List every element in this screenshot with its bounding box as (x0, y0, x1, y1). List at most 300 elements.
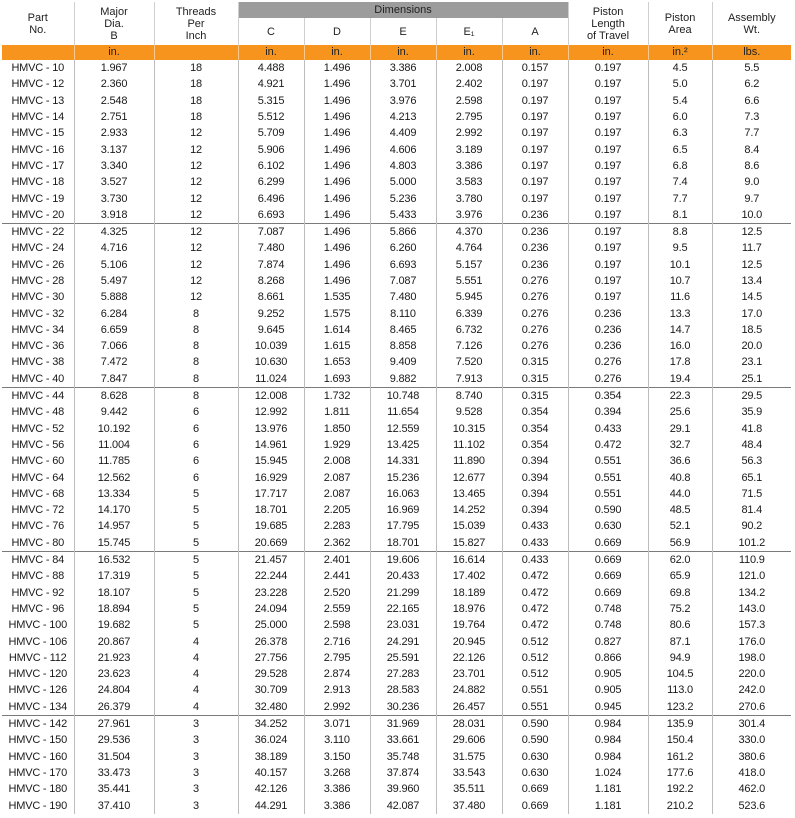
cell-dim-e1: 24.882 (436, 682, 502, 698)
table-row (2, 273, 791, 289)
cell-dim-e: 5.866 (370, 223, 436, 240)
cell-major-dia: 8.628 (74, 387, 154, 404)
cell-piston-travel: 0.197 (568, 109, 648, 125)
cell-dim-a: 0.276 (502, 289, 568, 305)
cell-dim-a: 0.276 (502, 338, 568, 354)
cell-major-dia: 18.894 (74, 601, 154, 617)
cell-threads: 12 (154, 289, 238, 305)
cell-part-no: HMVC - 52 (11, 422, 65, 435)
cell-dim-a: 0.197 (502, 93, 568, 109)
cell-piston-area: 6.3 (648, 125, 712, 141)
cell-dim-e: 6.693 (370, 257, 436, 273)
header-dim-a: A (502, 18, 568, 45)
cell-dim-c: 5.315 (238, 93, 304, 109)
cell-dim-c: 10.630 (238, 354, 304, 370)
cell-piston-travel: 0.748 (568, 601, 648, 617)
cell-major-dia: 4.716 (74, 240, 154, 256)
cell-piston-area: 75.2 (648, 601, 712, 617)
cell-piston-travel: 0.197 (568, 207, 648, 224)
cell-piston-travel: 1.181 (568, 781, 648, 797)
cell-threads: 12 (154, 273, 238, 289)
cell-dim-c: 16.929 (238, 469, 304, 485)
header-dimensions-label: Dimensions (374, 4, 432, 16)
cell-assembly-wt: 65.1 (712, 469, 791, 485)
cell-piston-travel: 0.984 (568, 732, 648, 748)
cell-dim-d: 1.496 (304, 257, 370, 273)
cell-dim-c: 4.488 (238, 60, 304, 76)
cell-dim-c: 5.906 (238, 141, 304, 157)
cell-dim-d: 1.693 (304, 371, 370, 388)
cell-piston-travel: 0.197 (568, 158, 648, 174)
cell-dim-e1: 3.976 (436, 207, 502, 224)
cell-dim-e1: 2.008 (436, 60, 502, 76)
cell-dim-d: 3.386 (304, 781, 370, 797)
cell-dim-d: 3.110 (304, 732, 370, 748)
cell-piston-area: 62.0 (648, 551, 712, 568)
cell-dim-e1: 10.315 (436, 421, 502, 437)
cell-dim-c: 12.992 (238, 404, 304, 420)
cell-piston-area: 36.6 (648, 453, 712, 469)
cell-piston-area: 16.0 (648, 338, 712, 354)
cell-major-dia: 19.682 (74, 617, 154, 633)
cell-major-dia: 6.284 (74, 305, 154, 321)
cell-dim-e1: 3.189 (436, 141, 502, 157)
cell-dim-e: 42.087 (370, 797, 436, 813)
cell-threads: 18 (154, 109, 238, 125)
cell-part-no: HMVC - 18 (11, 176, 65, 189)
cell-dim-e1: 5.157 (436, 257, 502, 273)
cell-dim-e1: 11.890 (436, 453, 502, 469)
cell-dim-d: 3.268 (304, 765, 370, 781)
cell-dim-e1: 19.764 (436, 617, 502, 633)
cell-dim-d: 2.362 (304, 535, 370, 552)
cell-dim-d: 1.496 (304, 207, 370, 224)
cell-piston-area: 40.8 (648, 469, 712, 485)
cell-assembly-wt: 8.6 (712, 158, 791, 174)
cell-piston-area: 32.7 (648, 437, 712, 453)
cell-threads: 12 (154, 190, 238, 206)
cell-major-dia: 1.967 (74, 60, 154, 76)
cell-piston-area: 123.2 (648, 699, 712, 716)
cell-piston-area: 94.9 (648, 650, 712, 666)
unit-cell: in. (436, 45, 502, 60)
cell-dim-a: 0.276 (502, 322, 568, 338)
cell-dim-c: 12.008 (238, 387, 304, 404)
cell-dim-d: 1.496 (304, 125, 370, 141)
cell-dim-e: 23.031 (370, 617, 436, 633)
table-row (2, 469, 791, 485)
cell-dim-a: 0.551 (502, 682, 568, 698)
cell-dim-d: 1.615 (304, 338, 370, 354)
table-row (2, 453, 791, 469)
cell-major-dia: 14.170 (74, 502, 154, 518)
cell-dim-a: 0.354 (502, 437, 568, 453)
cell-assembly-wt: 20.0 (712, 338, 791, 354)
cell-piston-area: 192.2 (648, 781, 712, 797)
cell-part-no: HMVC - 190 (8, 799, 68, 812)
cell-dim-a: 0.512 (502, 666, 568, 682)
cell-dim-e1: 16.614 (436, 551, 502, 568)
cell-part-no: HMVC - 26 (11, 258, 65, 271)
cell-dim-c: 5.709 (238, 125, 304, 141)
cell-dim-a: 0.197 (502, 76, 568, 92)
cell-major-dia: 26.379 (74, 699, 154, 716)
cell-dim-a: 0.197 (502, 158, 568, 174)
cell-piston-travel: 0.630 (568, 518, 648, 534)
cell-threads: 6 (154, 437, 238, 453)
cell-piston-area: 7.4 (648, 174, 712, 190)
cell-dim-c: 42.126 (238, 781, 304, 797)
cell-piston-area: 150.4 (648, 732, 712, 748)
cell-part-no: HMVC - 15 (11, 127, 65, 140)
cell-dim-e1: 9.528 (436, 404, 502, 420)
cell-major-dia: 7.847 (74, 371, 154, 388)
cell-assembly-wt: 242.0 (712, 682, 791, 698)
cell-part-no: HMVC - 134 (8, 700, 68, 713)
cell-part-no: HMVC - 34 (11, 323, 65, 336)
cell-major-dia: 12.562 (74, 469, 154, 485)
cell-dim-e1: 7.126 (436, 338, 502, 354)
cell-assembly-wt: 13.4 (712, 273, 791, 289)
cell-threads: 8 (154, 338, 238, 354)
cell-dim-e1: 2.795 (436, 109, 502, 125)
cell-dim-e: 21.299 (370, 585, 436, 601)
cell-dim-a: 0.197 (502, 190, 568, 206)
cell-piston-area: 56.9 (648, 535, 712, 552)
cell-dim-e: 15.236 (370, 469, 436, 485)
cell-piston-area: 135.9 (648, 715, 712, 732)
cell-dim-d: 1.850 (304, 421, 370, 437)
cell-part-no: HMVC - 13 (11, 94, 65, 107)
cell-dim-d: 3.071 (304, 715, 370, 732)
cell-dim-a: 0.197 (502, 125, 568, 141)
cell-piston-travel: 0.551 (568, 469, 648, 485)
cell-piston-travel: 0.197 (568, 223, 648, 240)
cell-dim-c: 9.252 (238, 305, 304, 321)
table-row (2, 404, 791, 420)
cell-dim-e: 5.236 (370, 190, 436, 206)
cell-major-dia: 3.730 (74, 190, 154, 206)
cell-dim-a: 0.669 (502, 797, 568, 813)
cell-major-dia: 10.192 (74, 421, 154, 437)
cell-dim-c: 14.961 (238, 437, 304, 453)
table-body (2, 60, 791, 814)
unit-cell: in. (74, 45, 154, 60)
cell-piston-travel: 0.472 (568, 437, 648, 453)
cell-dim-e1: 28.031 (436, 715, 502, 732)
cell-major-dia: 23.623 (74, 666, 154, 682)
cell-assembly-wt: 121.0 (712, 568, 791, 584)
cell-piston-area: 10.1 (648, 257, 712, 273)
cell-piston-area: 8.8 (648, 223, 712, 240)
cell-dim-c: 8.268 (238, 273, 304, 289)
cell-part-no: HMVC - 20 (11, 208, 65, 221)
cell-dim-e: 4.213 (370, 109, 436, 125)
table-row (2, 371, 791, 388)
table-row (2, 781, 791, 797)
cell-piston-travel: 0.827 (568, 633, 648, 649)
cell-piston-travel: 0.276 (568, 371, 648, 388)
cell-dim-e: 7.480 (370, 289, 436, 305)
cell-part-no: HMVC - 76 (11, 520, 65, 533)
cell-dim-e1: 14.252 (436, 502, 502, 518)
cell-dim-c: 19.685 (238, 518, 304, 534)
cell-threads: 8 (154, 371, 238, 388)
cell-assembly-wt: 9.7 (712, 190, 791, 206)
cell-threads: 5 (154, 601, 238, 617)
cell-major-dia: 3.918 (74, 207, 154, 224)
cell-assembly-wt: 523.6 (712, 797, 791, 813)
cell-major-dia: 2.360 (74, 76, 154, 92)
cell-dim-e: 9.409 (370, 354, 436, 370)
cell-piston-travel: 0.197 (568, 141, 648, 157)
cell-threads: 12 (154, 125, 238, 141)
cell-major-dia: 11.004 (74, 437, 154, 453)
cell-assembly-wt: 48.4 (712, 437, 791, 453)
cell-major-dia: 2.548 (74, 93, 154, 109)
cell-threads: 6 (154, 421, 238, 437)
cell-dim-c: 6.102 (238, 158, 304, 174)
table-row (2, 666, 791, 682)
cell-dim-a: 0.394 (502, 453, 568, 469)
cell-piston-travel: 0.984 (568, 748, 648, 764)
cell-dim-a: 0.590 (502, 715, 568, 732)
cell-piston-travel: 0.905 (568, 666, 648, 682)
cell-assembly-wt: 23.1 (712, 354, 791, 370)
cell-part-no: HMVC - 142 (2, 715, 74, 732)
cell-assembly-wt: 418.0 (712, 765, 791, 781)
header-piston-area-label: Piston Area (664, 11, 696, 36)
cell-piston-area: 80.6 (648, 617, 712, 633)
cell-threads: 6 (154, 453, 238, 469)
cell-dim-c: 36.024 (238, 732, 304, 748)
cell-dim-a: 0.551 (502, 699, 568, 716)
cell-part-no: HMVC - 40 (11, 372, 65, 385)
cell-piston-travel: 0.945 (568, 699, 648, 716)
cell-dim-e1: 2.402 (436, 76, 502, 92)
cell-piston-travel: 0.669 (568, 551, 648, 568)
cell-threads: 3 (154, 781, 238, 797)
cell-dim-e1: 4.370 (436, 223, 502, 240)
table-row (2, 223, 791, 240)
units-row (2, 45, 791, 60)
cell-dim-a: 0.433 (502, 535, 568, 552)
cell-part-no: HMVC - 180 (8, 783, 68, 796)
cell-major-dia: 2.751 (74, 109, 154, 125)
cell-dim-d: 2.795 (304, 650, 370, 666)
cell-threads: 12 (154, 207, 238, 224)
cell-piston-area: 19.4 (648, 371, 712, 388)
cell-assembly-wt: 12.5 (712, 257, 791, 273)
cell-part-no: HMVC - 100 (8, 619, 68, 632)
cell-dim-a: 0.276 (502, 273, 568, 289)
cell-dim-e: 19.606 (370, 551, 436, 568)
cell-dim-a: 0.394 (502, 469, 568, 485)
unit-cell: in. (238, 45, 304, 60)
table-row (2, 421, 791, 437)
cell-part-no: HMVC - 30 (11, 291, 65, 304)
cell-part-no: HMVC - 28 (11, 275, 65, 287)
cell-dim-c: 5.512 (238, 109, 304, 125)
header-assembly-wt-label: Assembly Wt. (727, 11, 776, 36)
cell-major-dia: 21.923 (74, 650, 154, 666)
cell-dim-e1: 3.780 (436, 190, 502, 206)
cell-dim-e: 4.606 (370, 141, 436, 157)
cell-assembly-wt: 134.2 (712, 585, 791, 601)
cell-dim-a: 0.354 (502, 421, 568, 437)
cell-part-no: HMVC - 120 (8, 668, 68, 681)
cell-piston-area: 69.8 (648, 585, 712, 601)
cell-dim-a: 0.669 (502, 781, 568, 797)
cell-dim-a: 0.354 (502, 404, 568, 420)
cell-dim-c: 8.661 (238, 289, 304, 305)
cell-piston-travel: 0.866 (568, 650, 648, 666)
cell-part-no: HMVC - 14 (11, 111, 65, 124)
cell-dim-e1: 18.976 (436, 601, 502, 617)
table-row (2, 305, 791, 321)
cell-assembly-wt: 11.7 (712, 240, 791, 256)
cell-dim-e1: 33.543 (436, 765, 502, 781)
cell-dim-c: 30.709 (238, 682, 304, 698)
cell-assembly-wt: 9.0 (712, 174, 791, 190)
cell-part-no: HMVC - 92 (11, 586, 65, 599)
cell-piston-area: 9.5 (648, 240, 712, 256)
cell-dim-e: 16.063 (370, 486, 436, 502)
cell-dim-e: 25.591 (370, 650, 436, 666)
cell-dim-a: 0.472 (502, 601, 568, 617)
header-piston-travel (568, 2, 648, 45)
cell-dim-e1: 11.102 (436, 437, 502, 453)
table-row (2, 682, 791, 698)
unit-cell: in. (502, 45, 568, 60)
cell-dim-d: 1.653 (304, 354, 370, 370)
cell-assembly-wt: 330.0 (712, 732, 791, 748)
cell-dim-a: 0.472 (502, 585, 568, 601)
cell-piston-area: 177.6 (648, 765, 712, 781)
cell-threads: 5 (154, 502, 238, 518)
cell-threads: 3 (154, 748, 238, 764)
cell-piston-travel: 0.236 (568, 322, 648, 338)
cell-piston-area: 17.8 (648, 354, 712, 370)
table-row (2, 748, 791, 764)
header-assembly-wt (712, 2, 791, 45)
cell-major-dia: 14.957 (74, 518, 154, 534)
cell-piston-area: 6.5 (648, 141, 712, 157)
cell-threads: 4 (154, 633, 238, 649)
cell-piston-travel: 0.433 (568, 421, 648, 437)
table-row (2, 354, 791, 370)
cell-part-no: HMVC - 16 (11, 143, 65, 156)
cell-dim-d: 2.913 (304, 682, 370, 698)
cell-threads: 5 (154, 617, 238, 633)
table-row (2, 257, 791, 273)
cell-piston-travel: 0.236 (568, 305, 648, 321)
cell-dim-a: 0.315 (502, 387, 568, 404)
cell-dim-a: 0.276 (502, 305, 568, 321)
table-row (2, 322, 791, 338)
table-row (2, 437, 791, 453)
cell-assembly-wt: 270.6 (712, 699, 791, 716)
cell-dim-a: 0.433 (502, 518, 568, 534)
cell-dim-e: 3.976 (370, 93, 436, 109)
cell-dim-a: 0.315 (502, 371, 568, 388)
cell-dim-d: 1.929 (304, 437, 370, 453)
cell-part-no: HMVC - 36 (11, 340, 65, 353)
cell-major-dia: 29.536 (74, 732, 154, 748)
cell-dim-c: 4.921 (238, 76, 304, 92)
cell-assembly-wt: 29.5 (712, 387, 791, 404)
cell-piston-area: 52.1 (648, 518, 712, 534)
cell-piston-travel: 0.197 (568, 174, 648, 190)
cell-major-dia: 4.325 (74, 223, 154, 240)
cell-part-no: HMVC - 10 (11, 62, 65, 75)
cell-part-no: HMVC - 88 (11, 570, 65, 583)
cell-part-no: HMVC - 160 (8, 750, 68, 763)
cell-dim-a: 0.197 (502, 141, 568, 157)
cell-dim-e: 8.465 (370, 322, 436, 338)
table-row (2, 732, 791, 748)
cell-piston-area: 161.2 (648, 748, 712, 764)
cell-threads: 3 (154, 715, 238, 732)
cell-major-dia: 5.497 (74, 273, 154, 289)
unit-cell (154, 45, 238, 60)
cell-piston-area: 210.2 (648, 797, 712, 813)
cell-threads: 4 (154, 666, 238, 682)
cell-dim-d: 2.401 (304, 551, 370, 568)
cell-major-dia: 37.410 (74, 797, 154, 813)
cell-piston-area: 22.3 (648, 387, 712, 404)
table-row (2, 240, 791, 256)
cell-piston-travel: 0.669 (568, 535, 648, 552)
cell-dim-e1: 6.339 (436, 305, 502, 321)
cell-piston-travel: 0.551 (568, 486, 648, 502)
cell-dim-a: 0.472 (502, 617, 568, 633)
cell-part-no: HMVC - 22 (2, 223, 74, 240)
cell-assembly-wt: 18.5 (712, 322, 791, 338)
header-major-dia-label: Major Dia. B (100, 5, 128, 42)
cell-dim-d: 1.496 (304, 240, 370, 256)
cell-threads: 4 (154, 699, 238, 716)
cell-threads: 18 (154, 60, 238, 76)
cell-dim-c: 20.669 (238, 535, 304, 552)
cell-dim-e: 33.661 (370, 732, 436, 748)
cell-threads: 12 (154, 174, 238, 190)
cell-threads: 6 (154, 469, 238, 485)
cell-piston-area: 29.1 (648, 421, 712, 437)
cell-piston-travel: 1.181 (568, 797, 648, 813)
cell-dim-e1: 3.386 (436, 158, 502, 174)
cell-threads: 8 (154, 354, 238, 370)
cell-piston-travel: 0.354 (568, 387, 648, 404)
cell-dim-a: 0.472 (502, 568, 568, 584)
cell-major-dia: 18.107 (74, 585, 154, 601)
cell-dim-a: 0.315 (502, 354, 568, 370)
cell-threads: 3 (154, 765, 238, 781)
cell-assembly-wt: 220.0 (712, 666, 791, 682)
cell-part-no: HMVC - 170 (8, 766, 68, 779)
cell-piston-travel: 0.197 (568, 93, 648, 109)
cell-dim-e: 37.874 (370, 765, 436, 781)
cell-dim-e1: 18.189 (436, 585, 502, 601)
cell-dim-d: 1.496 (304, 190, 370, 206)
cell-dim-d: 2.716 (304, 633, 370, 649)
cell-threads: 8 (154, 387, 238, 404)
cell-piston-area: 48.5 (648, 502, 712, 518)
cell-piston-travel: 0.669 (568, 568, 648, 584)
header-dim-e: E (370, 18, 436, 45)
cell-dim-e: 5.000 (370, 174, 436, 190)
cell-dim-e: 8.858 (370, 338, 436, 354)
